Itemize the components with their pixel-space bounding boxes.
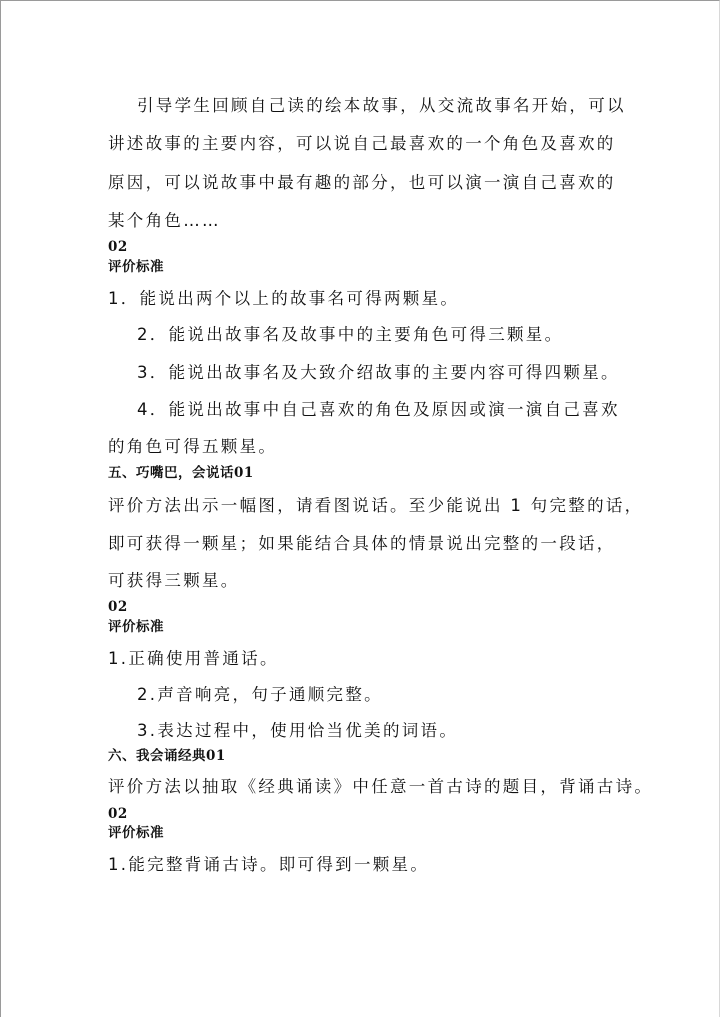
section-heading: 六、我会诵经典01	[108, 748, 226, 764]
paragraph-line: 可获得三颗星。	[108, 571, 240, 590]
section-number: 02	[108, 806, 128, 822]
paragraph-line: 原因，可以说故事中最有趣的部分，也可以演一演自己喜欢的	[108, 173, 616, 192]
section-heading: 评价标准	[108, 619, 164, 635]
criteria-item: 1.能完整背诵古诗。即可得到一颗星。	[108, 855, 430, 874]
paragraph-line: 评价方法以抽取《经典诵读》中任意一首古诗的题目，背诵古诗。	[108, 777, 654, 796]
criteria-item: 3.表达过程中，使用恰当优美的词语。	[137, 721, 459, 740]
paragraph-line: 某个角色……	[108, 211, 221, 230]
section-number: 02	[108, 599, 128, 615]
paragraph-line: 引导学生回顾自己读的绘本故事，从交流故事名开始，可以	[137, 96, 626, 115]
paragraph-line: 讲述故事的主要内容，可以说自己最喜欢的一个角色及喜欢的	[108, 134, 616, 153]
section-heading: 评价标准	[108, 259, 164, 275]
criteria-item: 1．能说出两个以上的故事名可得两颗星。	[108, 289, 460, 308]
criteria-item: 2.声音响亮，句子通顺完整。	[137, 685, 383, 704]
criteria-item: 3．能说出故事名及大致介绍故事的主要内容可得四颗星。	[137, 363, 620, 382]
criteria-item: 2．能说出故事名及故事中的主要角色可得三颗星。	[137, 325, 564, 344]
criteria-item-continued: 的角色可得五颗星。	[108, 437, 278, 456]
paragraph-line: 评价方法出示一幅图，请看图说话。至少能说出 1 句完整的话，	[108, 496, 644, 515]
section-heading: 五、巧嘴巴，会说话01	[108, 465, 254, 481]
section-number: 02	[108, 239, 128, 255]
section-heading: 评价标准	[108, 825, 164, 841]
criteria-item: 4．能说出故事中自己喜欢的角色及原因或演一演自己喜欢	[137, 400, 620, 419]
paragraph-line: 即可获得一颗星；如果能结合具体的情景说出完整的一段话，	[108, 534, 616, 553]
criteria-item: 1.正确使用普通话。	[108, 649, 279, 668]
